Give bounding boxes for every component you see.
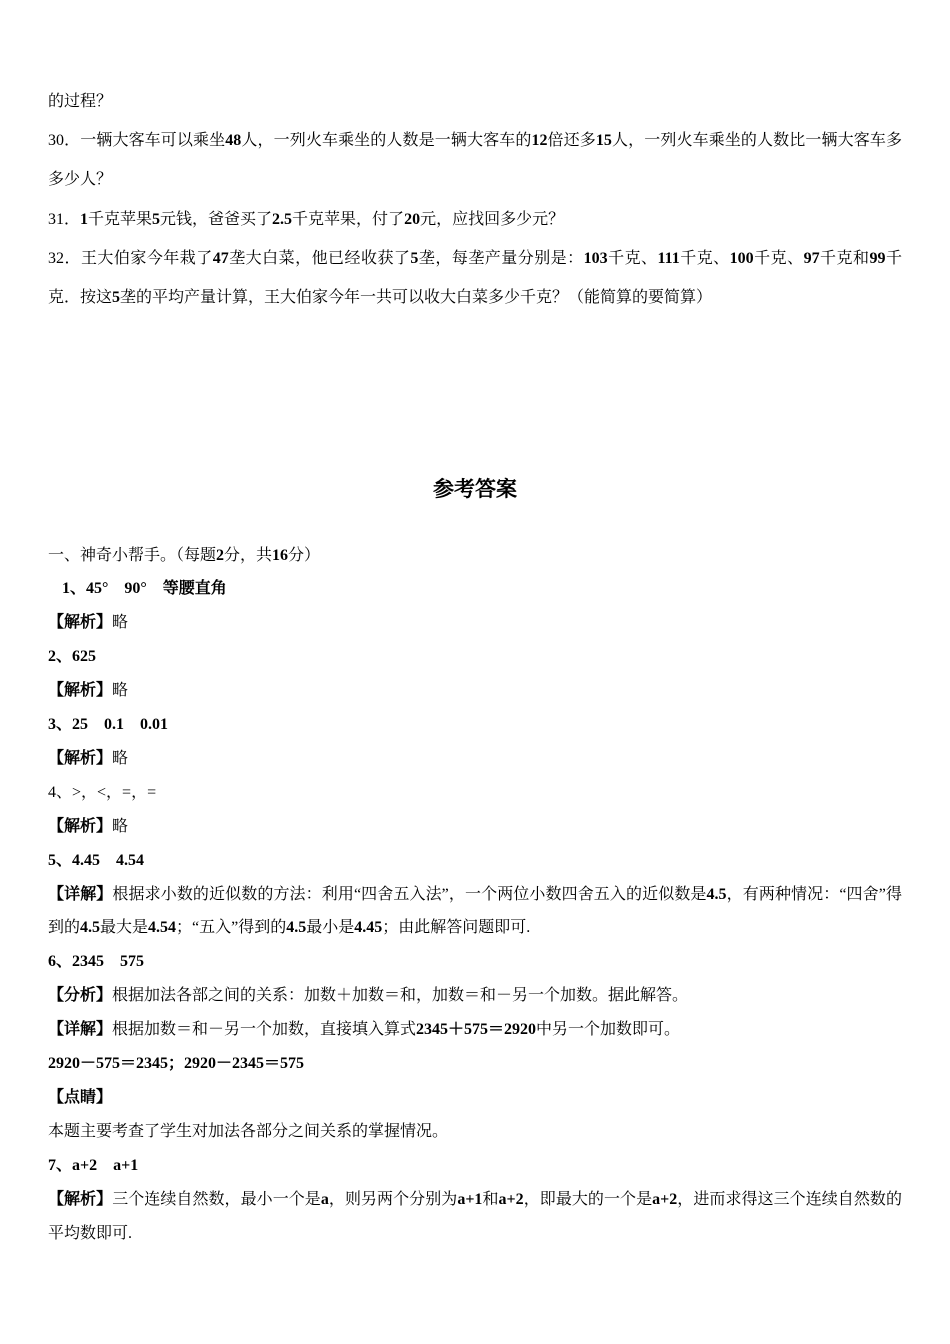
text-run: 的过程？ [48,93,113,110]
text-run: 2920－575＝2345；2920－2345＝575 [48,1055,305,1073]
text-run: 千克、 [607,249,658,267]
answer-5 [48,844,902,878]
text-run: 97 [803,249,820,267]
text-run: 【分析】 [48,987,113,1005]
text-run: 99 [869,249,886,267]
text-run: 5 [112,288,121,306]
answer-2 [48,640,902,674]
text-run: a+2 [652,1190,678,1208]
text-run: 分） [288,546,321,564]
text-run: 20 [404,210,421,228]
text-run: ，则另两个分别为 [328,1190,458,1208]
answer-6 [48,945,902,979]
text-run: 1、45° 90° 等腰直角 [62,580,227,598]
analysis-1 [48,606,902,640]
text-run: 垄的平均产量计算，王大伯家今年一共可以收大白菜多少千克？（能简算的要简算） [120,288,713,306]
answer-key-title [48,475,902,504]
text-run: 人，一列火车乘坐的人数是一辆大客车的 [241,132,532,150]
question-fragment [48,82,902,121]
text-run: a+1 [457,1190,483,1208]
text-run: 根据加法各部之间的关系：加数＋加数＝和，加数＝和－另一个加数。据此解答。 [112,987,689,1005]
text-run: a [320,1190,329,1208]
text-run: 2345＋575＝2920 [416,1021,537,1039]
analysis-4 [48,810,902,844]
text-run: 4.54 [148,919,177,937]
text-run: 三个连续自然数，最小一个是 [112,1190,321,1208]
text-run: 32．王大伯家今年栽了 [48,249,213,267]
text-run: ；“五入”得到的 [176,919,287,937]
calculation-6 [48,1047,902,1081]
question-32 [48,239,902,317]
text-run: 47 [212,249,229,267]
text-run: 100 [729,249,754,267]
text-run: 中另一个加数即可。 [536,1021,681,1039]
text-run: 最大是 [100,919,149,937]
text-run: 元钱，爸爸买了 [160,210,273,228]
analysis-2 [48,674,902,708]
text-run: 【点睛】 [48,1089,113,1107]
text-run: 略 [112,817,129,835]
text-run: 16 [272,546,289,564]
text-run: 1 [80,210,89,228]
question-31 [48,200,902,239]
text-run: 7、a+2 a+1 [48,1156,139,1174]
analysis-6 [48,979,902,1013]
text-run: 千克、 [679,249,730,267]
text-run: 【详解】 [48,1021,113,1039]
tip-label-6 [48,1081,902,1115]
text-run: 【解析】 [48,817,113,835]
text-run: 垄大白菜，他已经收获了 [228,249,411,267]
text-run: 人，一列火车乘坐的人数比一辆大客车多多少人？ [48,132,902,189]
analysis-3 [48,742,902,776]
answer-3 [48,708,902,742]
text-run: 5、4.45 4.54 [48,851,145,869]
text-run: 31． [48,210,81,228]
text-run: 【详解】 [48,885,113,903]
text-run: 4.45 [354,919,383,937]
text-run: 千克苹果 [88,210,153,228]
text-run: 5 [152,210,161,228]
text-run: 和 [482,1190,499,1208]
explanation-5 [48,878,902,946]
text-run: ，有两种情况：“四舍”得到的 [48,885,902,937]
text-run: ；由此解答问题即可. [382,919,531,937]
text-run: 15 [595,132,612,150]
answer-4 [48,776,902,810]
text-run: 103 [583,249,608,267]
text-run: 分，共 [224,546,273,564]
text-run: 千克．按这 [48,249,902,306]
text-run: 30．一辆大客车可以乘坐 [48,132,226,150]
text-run: 2、625 [48,648,97,666]
text-run: 6、2345 575 [48,953,145,971]
text-run: ，进而求得这三个连续自然数的平均数即可. [48,1190,902,1242]
text-run: 【解析】 [48,749,113,767]
text-run: 略 [112,682,129,700]
text-run: 2 [216,546,225,564]
analysis-7 [48,1183,902,1251]
question-30 [48,121,902,199]
text-run: ，即最大的一个是 [523,1190,653,1208]
text-run: 千克和 [819,249,870,267]
text-run: 12 [531,132,548,150]
text-run: 2.5 [272,210,293,228]
text-run: 本题主要考查了学生对加法各部分之间关系的掌握情况。 [48,1122,449,1140]
text-run: 4、>，<，=，= [48,783,157,801]
text-run: 参考答案 [433,477,517,502]
text-run: 5 [410,249,419,267]
text-run: 【解析】 [48,1190,113,1208]
text-run: 4.5 [706,885,727,903]
text-run: 根据加数＝和－另一个加数，直接填入算式 [112,1021,417,1039]
tip-6 [48,1115,902,1149]
text-run: 最小是 [306,919,355,937]
text-run: a+2 [498,1190,524,1208]
answer-7 [48,1149,902,1183]
answer-1 [48,572,902,606]
text-run: 千克苹果，付了 [292,210,405,228]
text-run: 4.5 [286,919,307,937]
text-run: 略 [112,614,129,632]
text-run: 元，应找回多少元？ [420,210,565,228]
text-run: 【解析】 [48,614,113,632]
section-1-header [48,539,902,573]
text-run: 千克、 [753,249,804,267]
text-run: 略 [112,749,129,767]
text-run: 4.5 [80,919,101,937]
text-run: 垄，每垄产量分别是： [418,249,584,267]
text-run: 111 [657,249,680,267]
text-run: 48 [225,132,242,150]
text-run: 【解析】 [48,682,113,700]
text-run: 3、25 0.1 0.01 [48,716,169,734]
text-run: 倍还多 [547,132,596,150]
explanation-6 [48,1013,902,1047]
text-run: 一、神奇小帮手。（每题 [48,546,217,564]
text-run: 根据求小数的近似数的方法：利用“四舍五入法”，一个两位小数四舍五入的近似数是 [112,885,707,903]
